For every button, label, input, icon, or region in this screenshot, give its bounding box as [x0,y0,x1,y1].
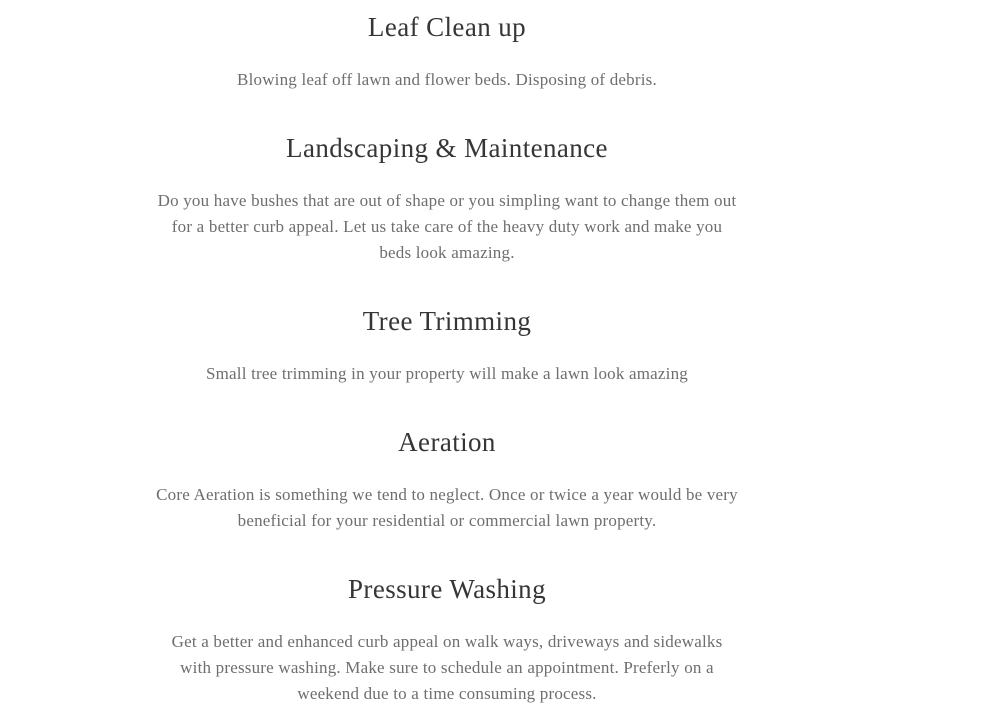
section-heading-aeration: Aeration [398,427,496,457]
section-heading-leaf-clean-up: Leaf Clean up [367,12,527,42]
section-landscaping-maintenance [0,130,894,266]
section-heading-landscaping-maintenance: Landscaping & Maintenance [286,133,608,163]
section-body-aeration: Core Aeration is something we tend to neglect. Once or twice a year would be very beneficial for your residential or commercial lawn property. [156,485,738,530]
section-heading-pressure-washing: Pressure Washing [348,574,546,604]
section-body-landscaping-maintenance: Do you have bushes that are out of shape or you simpling want to change them out for a better curb appeal. Let us take care of the heavy duty work and make you beds look amazing. [157,191,737,262]
section-aeration [0,424,894,534]
section-body-pressure-washing: Get a better and enhanced curb appeal on walk ways, driveways and sidewalks with pressure washing. Make sure to schedule an appointment. Preferly on a weekend due to a time consuming process. [171,632,723,703]
section-body-leaf-clean-up: Blowing leaf off lawn and flower beds. Disposing of debris. [237,70,657,89]
section-pressure-washing [0,571,894,707]
section-leaf-clean-up [0,9,894,93]
section-tree-trimming [0,303,894,387]
section-body-tree-trimming: Small tree trimming in your property will make a lawn look amazing [205,364,688,383]
section-heading-tree-trimming: Tree Trimming [362,306,532,336]
